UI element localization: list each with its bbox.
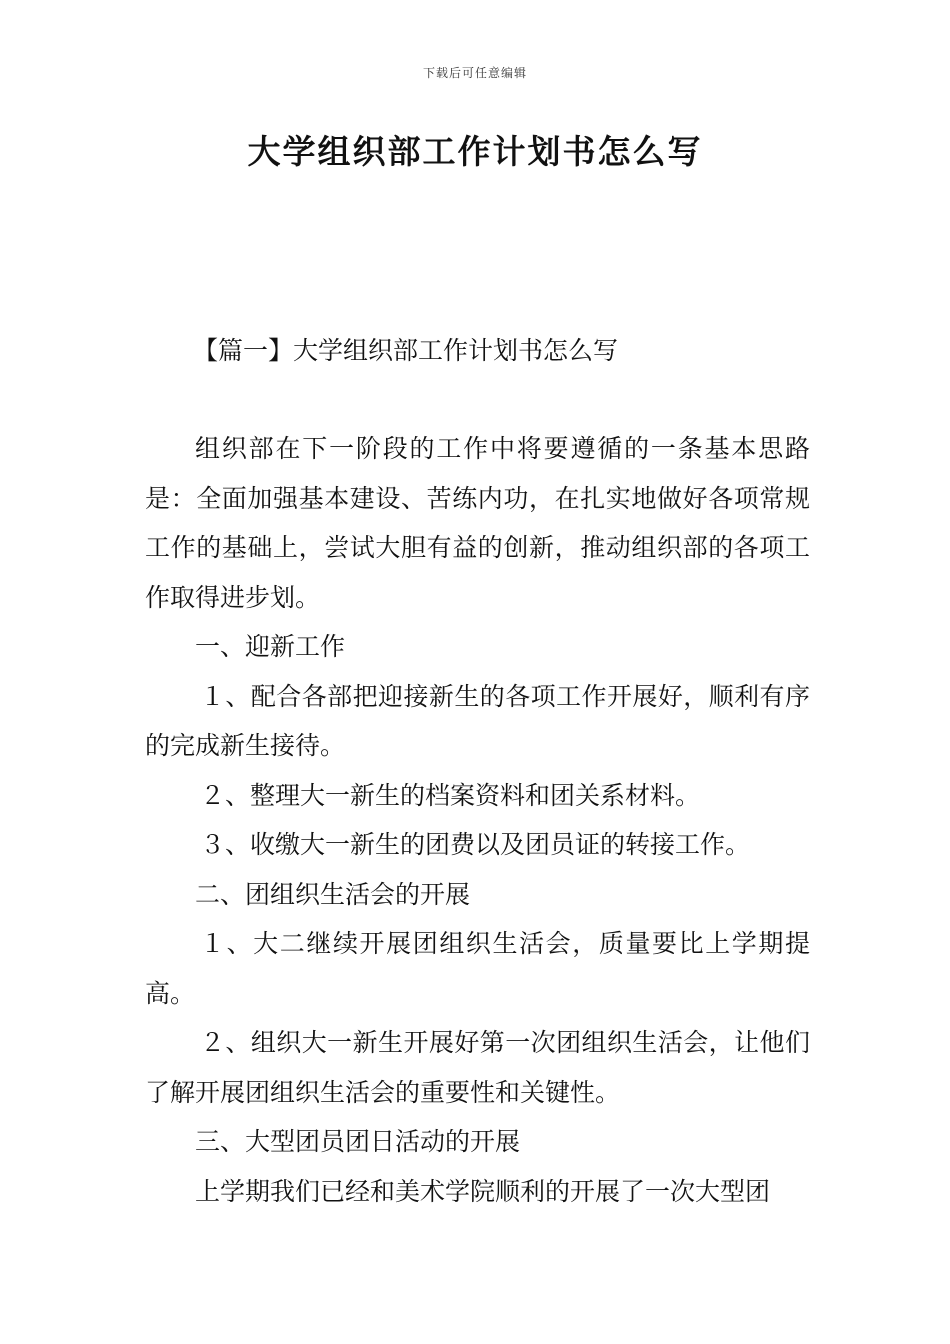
list-item: １、大二继续开展团组织生活会，质量要比上学期提高。	[145, 929, 810, 1008]
body-text	[145, 424, 810, 1216]
list-item: ２、整理大一新生的档案资料和团关系材料。	[200, 780, 701, 810]
document-title: 大学组织部工作计划书怎么写	[247, 132, 703, 171]
paragraph-intro: 组织部在下一阶段的工作中将要遵循的一条基本思路是：全面加强基本建设、苦练内功，在扎实地做好各项常规工作的基础上，尝试大胆有益的创新，推动组织部的各项工作取得进步划。	[145, 434, 810, 612]
heading-large-activities: 三、大型团员团日活动的开展	[195, 1127, 521, 1156]
header-note: 下载后可任意编辑	[422, 66, 527, 80]
heading-orientation-work: 一、迎新工作	[195, 632, 346, 661]
list-item: ３、收缴大一新生的团费以及团员证的转接工作。	[200, 830, 751, 859]
paragraph-activities: 上学期我们已经和美术学院顺利的开展了一次大型团	[195, 1176, 771, 1206]
section-heading: 【篇一】大学组织部工作计划书怎么写	[193, 336, 619, 365]
heading-league-meeting: 二、团组织生活会的开展	[195, 879, 471, 909]
list-item: １、配合各部把迎接新生的各项工作开展好，顺利有序的完成新生接待。	[145, 681, 810, 760]
list-item: ２、组织大一新生开展好第一次团组织生活会，让他们了解开展团组织生活会的重要性和关键性。	[145, 1028, 810, 1107]
